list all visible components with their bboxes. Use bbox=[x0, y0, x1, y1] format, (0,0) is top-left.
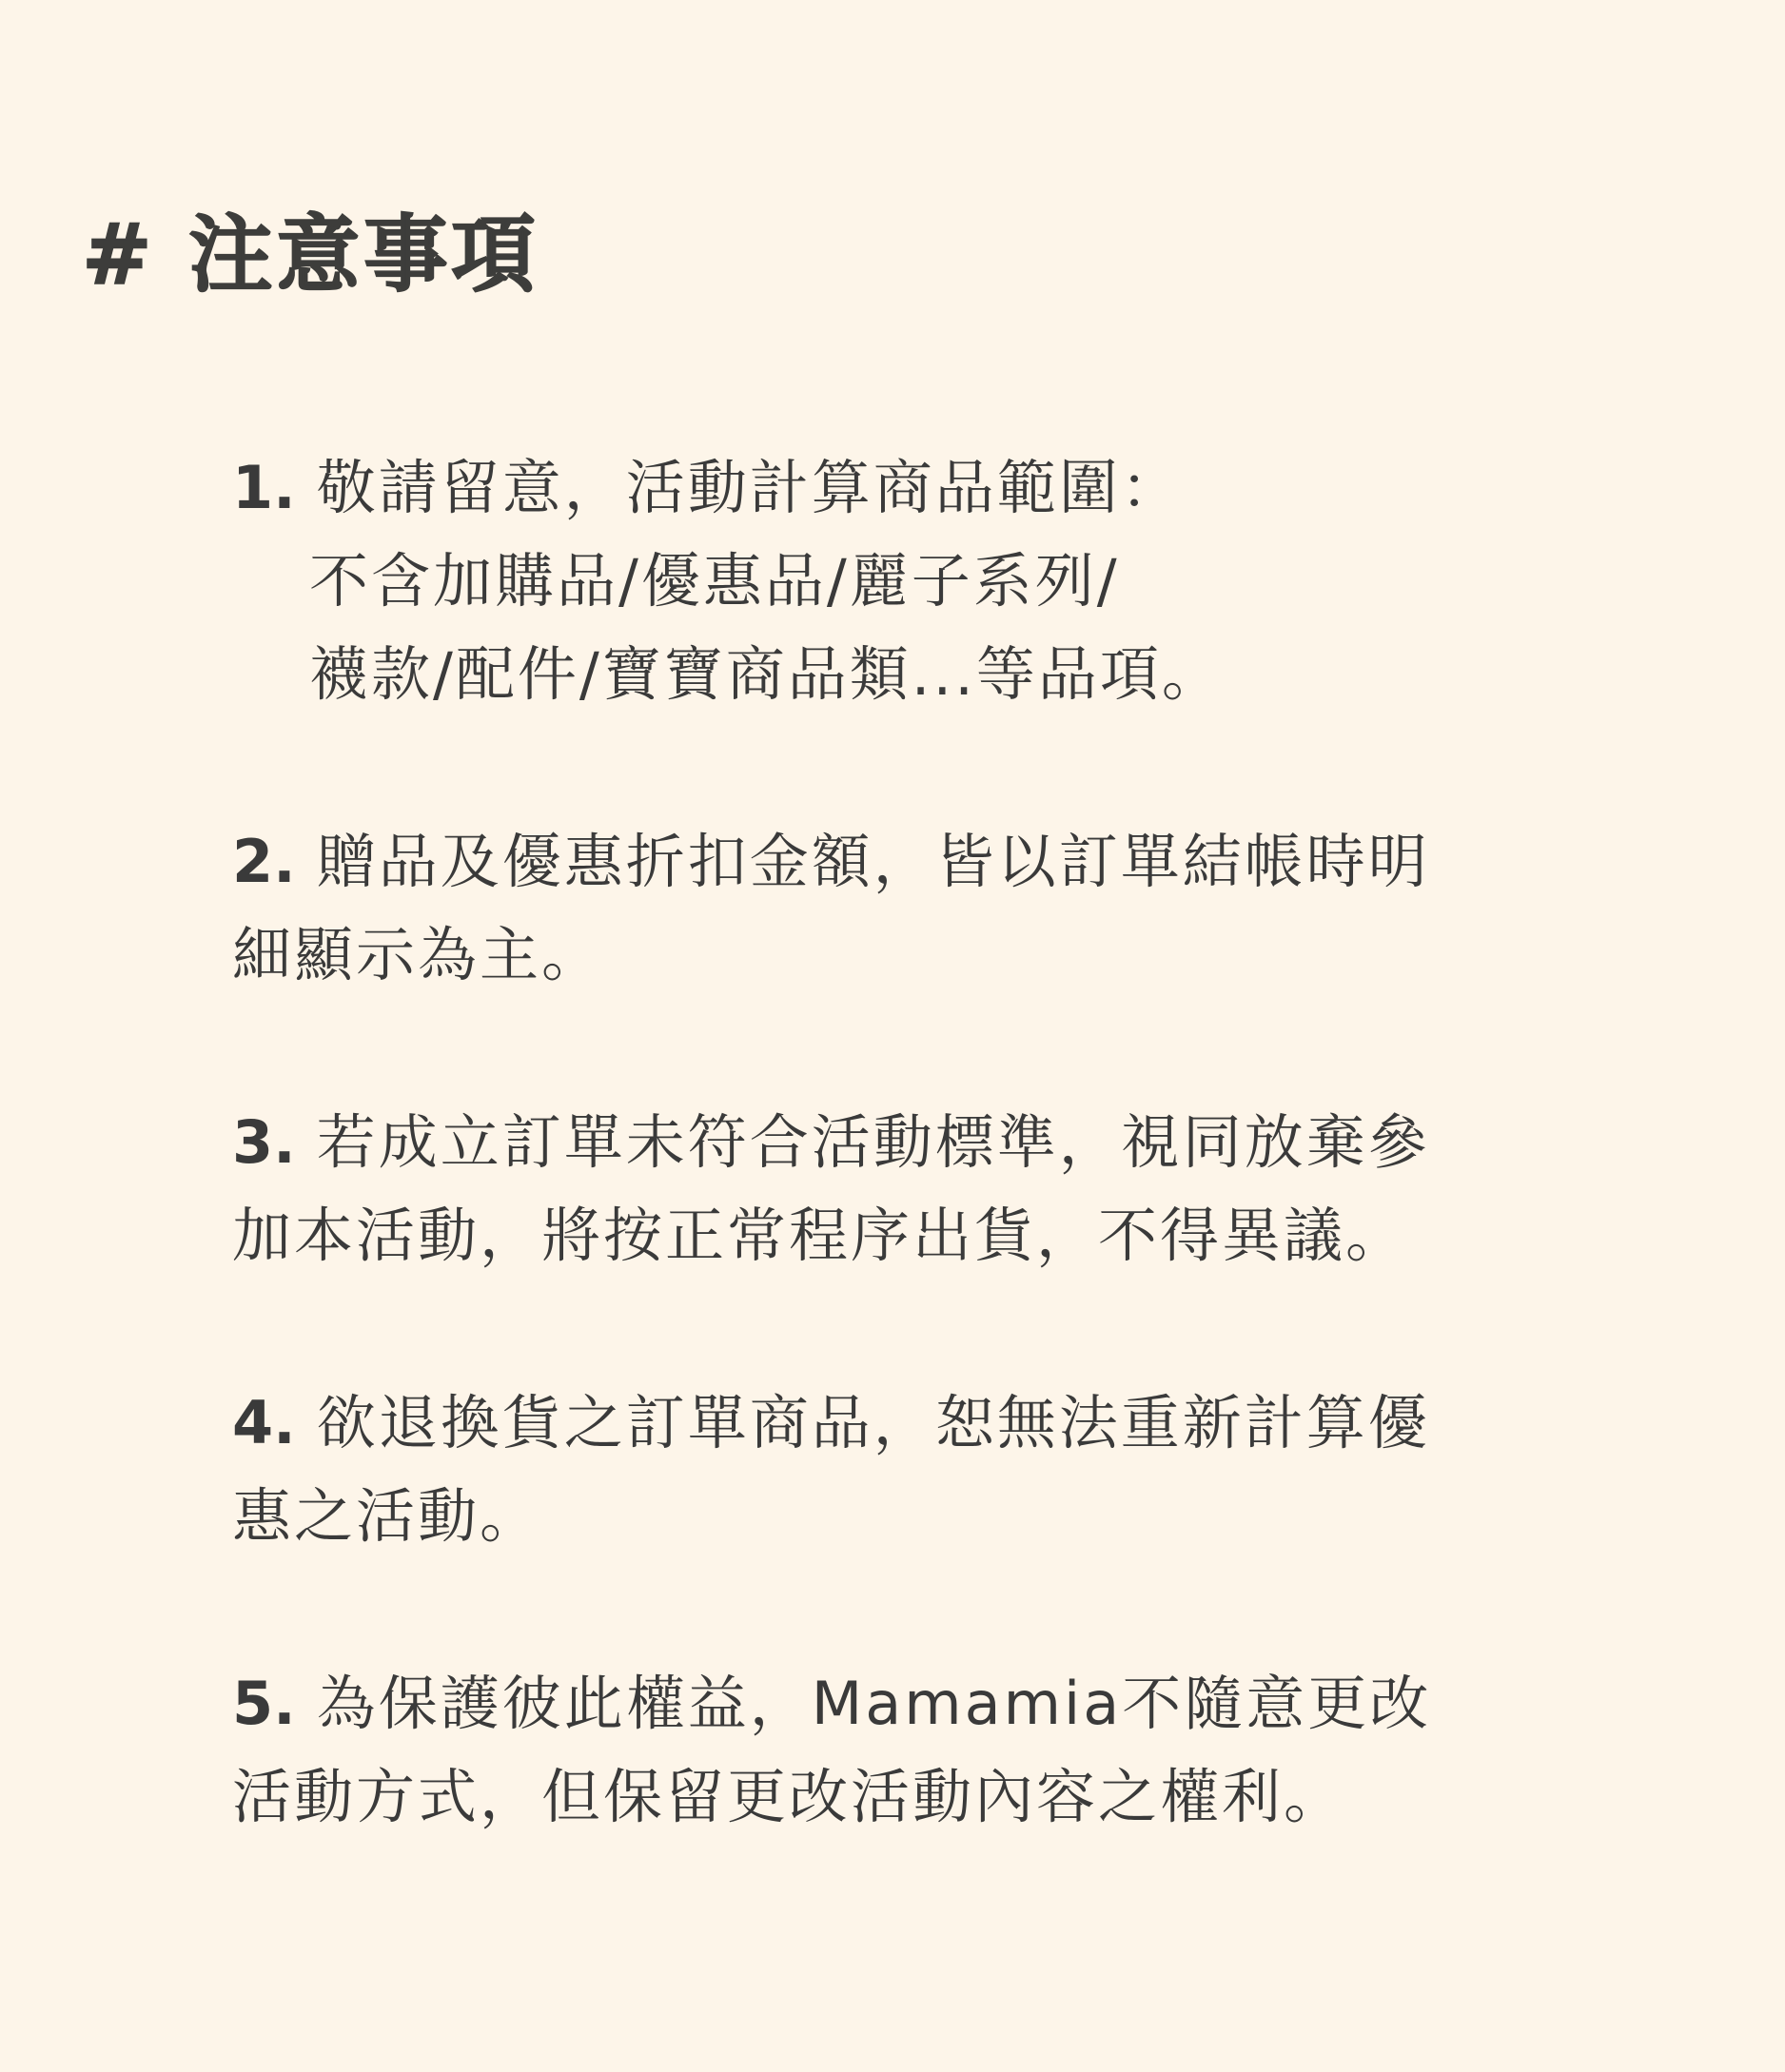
notice-item-1 bbox=[232, 441, 1564, 721]
notice-text-line: 欲退換貨之訂單商品，恕無法重新計算優 bbox=[316, 1388, 1430, 1457]
notice-text-line: 惠之活動。 bbox=[232, 1481, 542, 1551]
notice-list bbox=[232, 441, 1564, 1844]
notice-item-4 bbox=[232, 1377, 1564, 1563]
notice-text-line: 襪款/配件/寶寶商品類...等品項。 bbox=[309, 639, 1224, 709]
notice-text-line: 敬請留意，活動計算商品範圍： bbox=[316, 453, 1183, 522]
notice-text-line: 為保護彼此權益，Mamamia不隨意更改 bbox=[316, 1669, 1432, 1738]
section-title: # 注意事項 bbox=[82, 205, 539, 303]
notice-text-line: 不含加購品/優惠品/麗子系列/ bbox=[309, 546, 1120, 616]
notice-number: 5. bbox=[232, 1669, 296, 1738]
notice-text-line: 若成立訂單未符合活動標準，視同放棄參 bbox=[316, 1107, 1430, 1177]
notice-number: 2. bbox=[232, 827, 296, 896]
notice-item-2 bbox=[232, 815, 1564, 1002]
notice-number: 1. bbox=[232, 453, 296, 522]
notice-text-line: 活動方式，但保留更改活動內容之權利。 bbox=[232, 1762, 1346, 1831]
notice-text-line: 細顯示為主。 bbox=[232, 920, 604, 989]
notice-number: 4. bbox=[232, 1388, 296, 1457]
notice-number: 3. bbox=[232, 1107, 296, 1177]
notice-item-3 bbox=[232, 1096, 1564, 1282]
notice-text-line: 贈品及優惠折扣金額，皆以訂單結帳時明 bbox=[316, 827, 1430, 896]
notice-text-line: 加本活動，將按正常程序出貨，不得異議。 bbox=[232, 1201, 1408, 1270]
notice-item-5 bbox=[232, 1657, 1564, 1844]
